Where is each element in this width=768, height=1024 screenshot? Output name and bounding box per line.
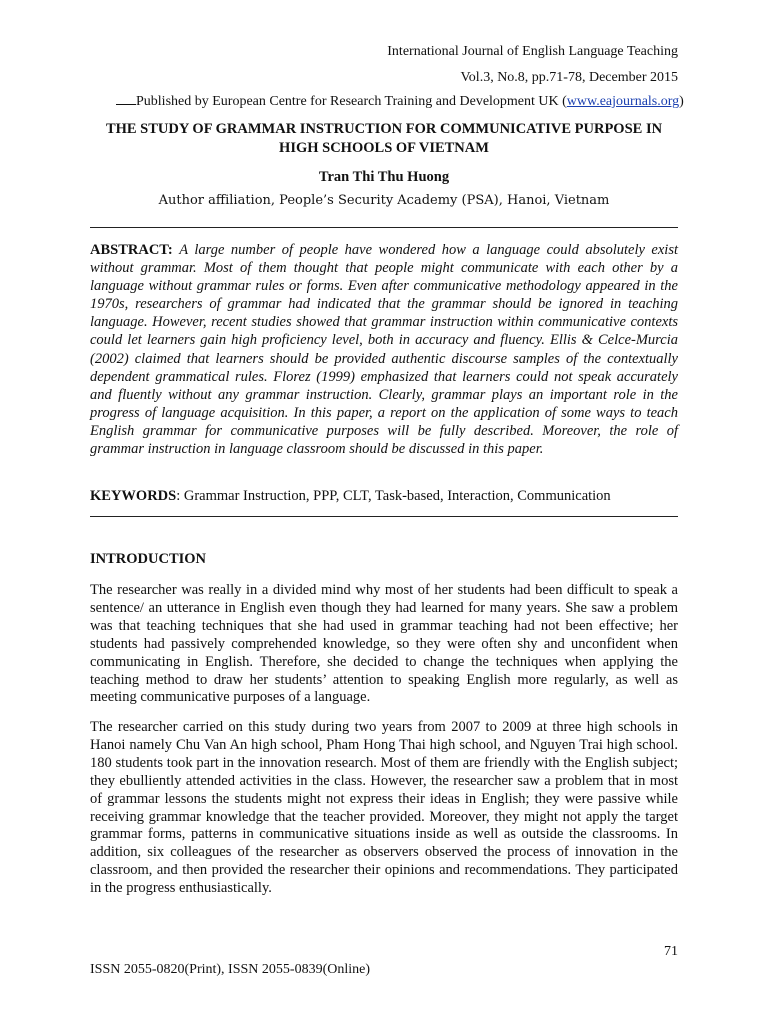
underline-rule: [116, 104, 136, 105]
author-name: Tran Thi Thu Huong: [318, 169, 450, 185]
keywords-text: : Grammar Instruction, PPP, CLT, Task-based, Interaction, Communication: [176, 488, 611, 504]
abstract: [90, 241, 678, 458]
publisher-line: [116, 94, 684, 110]
issn-footer: ISSN 2055-0820(Print), ISSN 2055-0839(Online): [90, 962, 370, 977]
author-affiliation: Author affiliation, People’s Security Academy (PSA), Hanoi, Vietnam: [158, 193, 610, 208]
abstract-label: ABSTRACT:: [90, 242, 173, 258]
keywords: [90, 488, 678, 505]
publisher-text: Published by European Centre for Research Training and Development UK (: [136, 94, 567, 109]
intro-paragraph: The researcher carried on this study during two years from 2007 to 2009 at three high schools in Hanoi namely Chu Van An high school, Pham Hong Thai high school, and Nguyen Trai high school. 180 students took part in the innovation research. Most of them are friendly with the English subject; they ebulliently attended activities in the class. However, the researcher saw a problem that in most of grammar lessons the students might not express their ideas in English; they were passive while receiving grammar knowledge that the teacher provided. Moreover, they might not apply the target grammar forms, patterns in communicative situations inside as well as outside the classrooms. In addition, six colleagues of the researcher as observers observed the process of innovation in the classroom, and then provided the researcher their opinions and recommendations. They participated in the progress enthusiastically.: [90, 719, 678, 897]
page-number: 71: [664, 944, 678, 959]
journal-name: International Journal of English Language Teaching: [387, 44, 678, 59]
bottom-divider: [90, 516, 678, 517]
journal-link[interactable]: www.eajournals.org: [566, 94, 680, 109]
intro-paragraph: The researcher was really in a divided mind why most of her students had been difficult to speak a sentence/ an utterance in English even though they had learned for many years. She saw a problem was that teaching techniques that she had used in grammar teaching had not been effective; her students had passively comprehended knowledge, so they were often shy and unconfident when communicating in English. Therefore, she decided to change the techniques when applying the teaching method to draw her students’ attention to speaking English more regularly, as well as meeting communicative purposes of a language.: [90, 582, 678, 706]
abstract-text: A large number of people have wondered how a language could absolutely exist without grammar. Most of them thought that people might communicate with each other by a language without grammar rules or forms. Even after communicative methodology appeared in the 1970s, researchers of grammar had indicated that the grammar should be ignored in teaching language. However, recent studies showed that grammar instruction within communicative contexts could let learners gain high proficiency level, both in accuracy and fluency. Ellis & Celce-Murcia (2002) claimed that learners should be provided authentic discourse samples of the contextually dependent grammatical rules. Florez (1999) emphasized that learners could not speak accurately and fluently without any grammar instruction. Clearly, grammar plays an important role in the progress of language acquisition. In this paper, a report on the application of some ways to teach English grammar for communicative purposes will be fully described. Moreover, the role of grammar instruction in language classroom should be discussed in this paper.: [90, 242, 679, 458]
top-divider: [90, 227, 678, 228]
publisher-suffix: ): [679, 94, 684, 109]
volume-info: Vol.3, No.8, pp.71-78, December 2015: [460, 70, 678, 85]
section-heading-introduction: INTRODUCTION: [90, 551, 207, 567]
keywords-label: KEYWORDS: [90, 488, 177, 504]
paper-title: THE STUDY OF GRAMMAR INSTRUCTION FOR COMMUNICATIVE PURPOSE IN HIGH SCHOOLS OF VIETNAM: [105, 121, 663, 156]
